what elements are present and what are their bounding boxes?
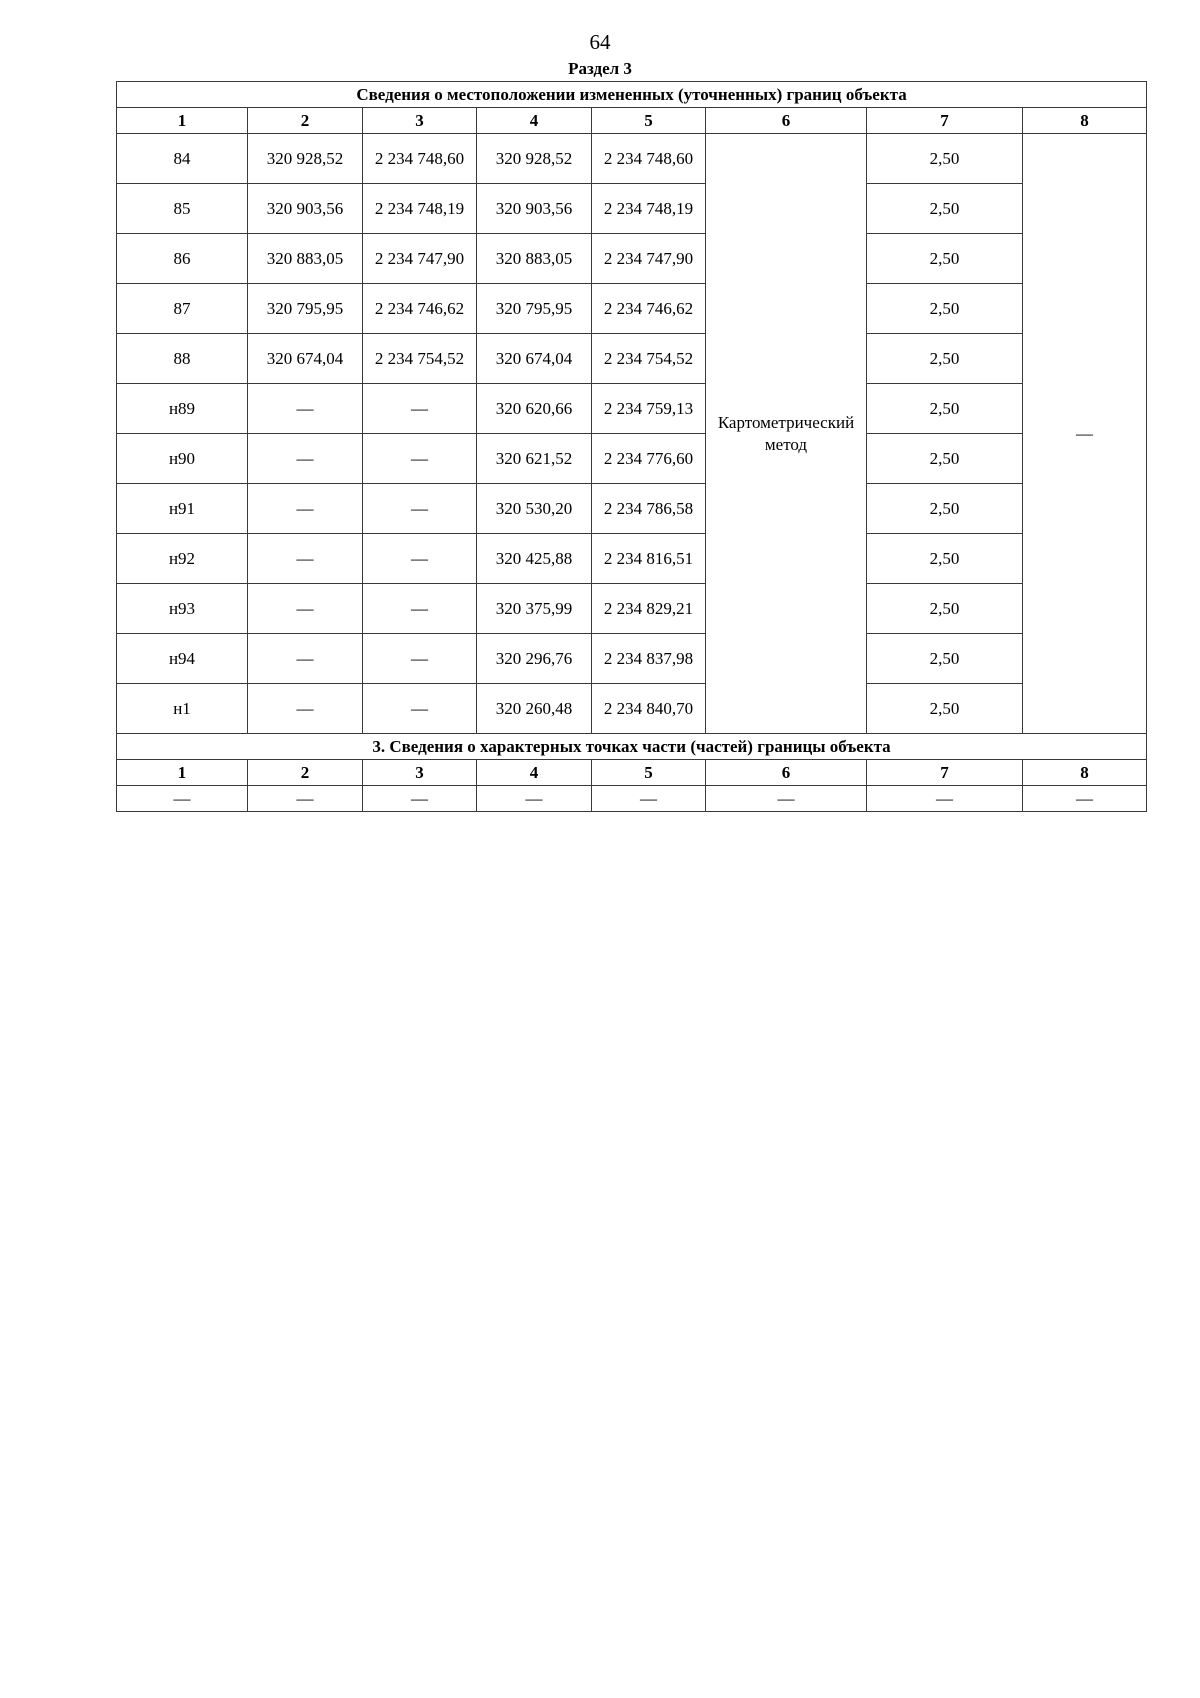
table-cell: 2 234 747,90 [363, 234, 477, 284]
table2-header-cell: 1 [117, 760, 248, 786]
table-row [117, 384, 1147, 434]
table-row [117, 184, 1147, 234]
table-cell: 2 234 829,21 [592, 584, 706, 634]
table1-header-cell: 6 [706, 108, 867, 134]
table-cell: — [867, 786, 1023, 812]
table-body [117, 82, 1147, 812]
table-row [117, 234, 1147, 284]
table-cell: 2,50 [867, 334, 1023, 384]
table-cell: 2 234 746,62 [592, 284, 706, 334]
table-cell: 2 234 748,60 [592, 134, 706, 184]
boundary-points-table [116, 81, 1147, 812]
table2-caption: 3. Сведения о характерных точках части (частей) границы объекта [117, 734, 1147, 760]
table-cell: — [248, 534, 363, 584]
table1-caption: Сведения о местоположении измененных (уточненных) границ объекта [117, 82, 1147, 108]
table2-header-cell: 4 [477, 760, 592, 786]
table-cell: — [248, 634, 363, 684]
table-cell: 2 234 840,70 [592, 684, 706, 734]
table-cell: 320 903,56 [477, 184, 592, 234]
table-cell: 2 234 786,58 [592, 484, 706, 534]
table-cell: — [363, 384, 477, 434]
table-cell: — [248, 484, 363, 534]
table-cell: 2,50 [867, 584, 1023, 634]
table-cell: 320 903,56 [248, 184, 363, 234]
table-cell: 2 234 748,60 [363, 134, 477, 184]
table-cell: 320 928,52 [248, 134, 363, 184]
table-row [117, 484, 1147, 534]
table-cell: 84 [117, 134, 248, 184]
table-cell: 2,50 [867, 384, 1023, 434]
table-cell: 2,50 [867, 284, 1023, 334]
table-cell: 2,50 [867, 184, 1023, 234]
table1-caption-row [117, 82, 1147, 108]
table-cell: 320 621,52 [477, 434, 592, 484]
table-cell: 320 425,88 [477, 534, 592, 584]
table-cell: 2 234 754,52 [363, 334, 477, 384]
table-row [117, 684, 1147, 734]
method-cell: Картометрический метод [706, 134, 867, 734]
table-cell: 2,50 [867, 134, 1023, 184]
table-cell: 2 234 816,51 [592, 534, 706, 584]
table-cell: 2 234 754,52 [592, 334, 706, 384]
table-cell: 2,50 [867, 234, 1023, 284]
table-cell: — [363, 534, 477, 584]
table-cell: 85 [117, 184, 248, 234]
table-cell: 2,50 [867, 534, 1023, 584]
table-cell: 320 296,76 [477, 634, 592, 684]
table-cell: — [363, 634, 477, 684]
table-row [117, 786, 1147, 812]
table-cell: 320 674,04 [248, 334, 363, 384]
table-cell: — [248, 684, 363, 734]
table-cell: 2 234 747,90 [592, 234, 706, 284]
table-cell: — [248, 434, 363, 484]
table-cell: 320 795,95 [477, 284, 592, 334]
table-cell: н90 [117, 434, 248, 484]
table-row [117, 634, 1147, 684]
table-cell: 320 530,20 [477, 484, 592, 534]
table-cell: н91 [117, 484, 248, 534]
table-cell: 320 260,48 [477, 684, 592, 734]
table1-header-cell: 4 [477, 108, 592, 134]
table2-header-cell: 3 [363, 760, 477, 786]
table1-header-cell: 8 [1023, 108, 1147, 134]
table-cell: — [363, 434, 477, 484]
table-cell: 86 [117, 234, 248, 284]
table-cell: 2,50 [867, 484, 1023, 534]
table-cell: — [117, 786, 248, 812]
table-cell: 320 795,95 [248, 284, 363, 334]
table-cell: — [363, 684, 477, 734]
table-row [117, 584, 1147, 634]
table-cell: 2,50 [867, 634, 1023, 684]
table-cell: 2 234 746,62 [363, 284, 477, 334]
table-row [117, 434, 1147, 484]
table-cell: н89 [117, 384, 248, 434]
table2-header-cell: 6 [706, 760, 867, 786]
page-number: 64 [589, 30, 611, 54]
table2-header-cell: 5 [592, 760, 706, 786]
table-cell: 320 620,66 [477, 384, 592, 434]
table2-header-cell: 2 [248, 760, 363, 786]
table-cell: — [363, 484, 477, 534]
table-row [117, 284, 1147, 334]
col8-cell: — [1023, 134, 1147, 734]
table2-header-cell: 8 [1023, 760, 1147, 786]
table-cell: 320 674,04 [477, 334, 592, 384]
table-cell: 320 375,99 [477, 584, 592, 634]
table-cell: — [477, 786, 592, 812]
table-row [117, 134, 1147, 184]
table1-header-cell: 3 [363, 108, 477, 134]
table1-header-cell: 5 [592, 108, 706, 134]
table1-header-row [117, 108, 1147, 134]
table-row [117, 334, 1147, 384]
table-cell: 2,50 [867, 434, 1023, 484]
table-cell: н94 [117, 634, 248, 684]
table-cell: 2 234 776,60 [592, 434, 706, 484]
table-cell: н93 [117, 584, 248, 634]
table-cell: 2 234 748,19 [592, 184, 706, 234]
table-cell: — [363, 786, 477, 812]
table1-header-cell: 1 [117, 108, 248, 134]
table-cell: — [363, 584, 477, 634]
table-cell: 88 [117, 334, 248, 384]
table-cell: 2 234 759,13 [592, 384, 706, 434]
table-cell: — [1023, 786, 1147, 812]
table-row [117, 534, 1147, 584]
table-cell: — [248, 584, 363, 634]
table-cell: — [248, 786, 363, 812]
table-cell: 320 928,52 [477, 134, 592, 184]
table2-caption-row [117, 734, 1147, 760]
table-cell: — [592, 786, 706, 812]
table1-header-cell: 7 [867, 108, 1023, 134]
table-cell: — [248, 384, 363, 434]
table-cell: 320 883,05 [477, 234, 592, 284]
table-cell: н1 [117, 684, 248, 734]
section-title: Раздел 3 [568, 59, 632, 78]
table-cell: 87 [117, 284, 248, 334]
table-cell: н92 [117, 534, 248, 584]
table2-header-cell: 7 [867, 760, 1023, 786]
table-cell: — [706, 786, 867, 812]
table-cell: 320 883,05 [248, 234, 363, 284]
table-cell: 2 234 837,98 [592, 634, 706, 684]
table2-header-row [117, 760, 1147, 786]
table1-header-cell: 2 [248, 108, 363, 134]
table-cell: 2,50 [867, 684, 1023, 734]
table-cell: 2 234 748,19 [363, 184, 477, 234]
